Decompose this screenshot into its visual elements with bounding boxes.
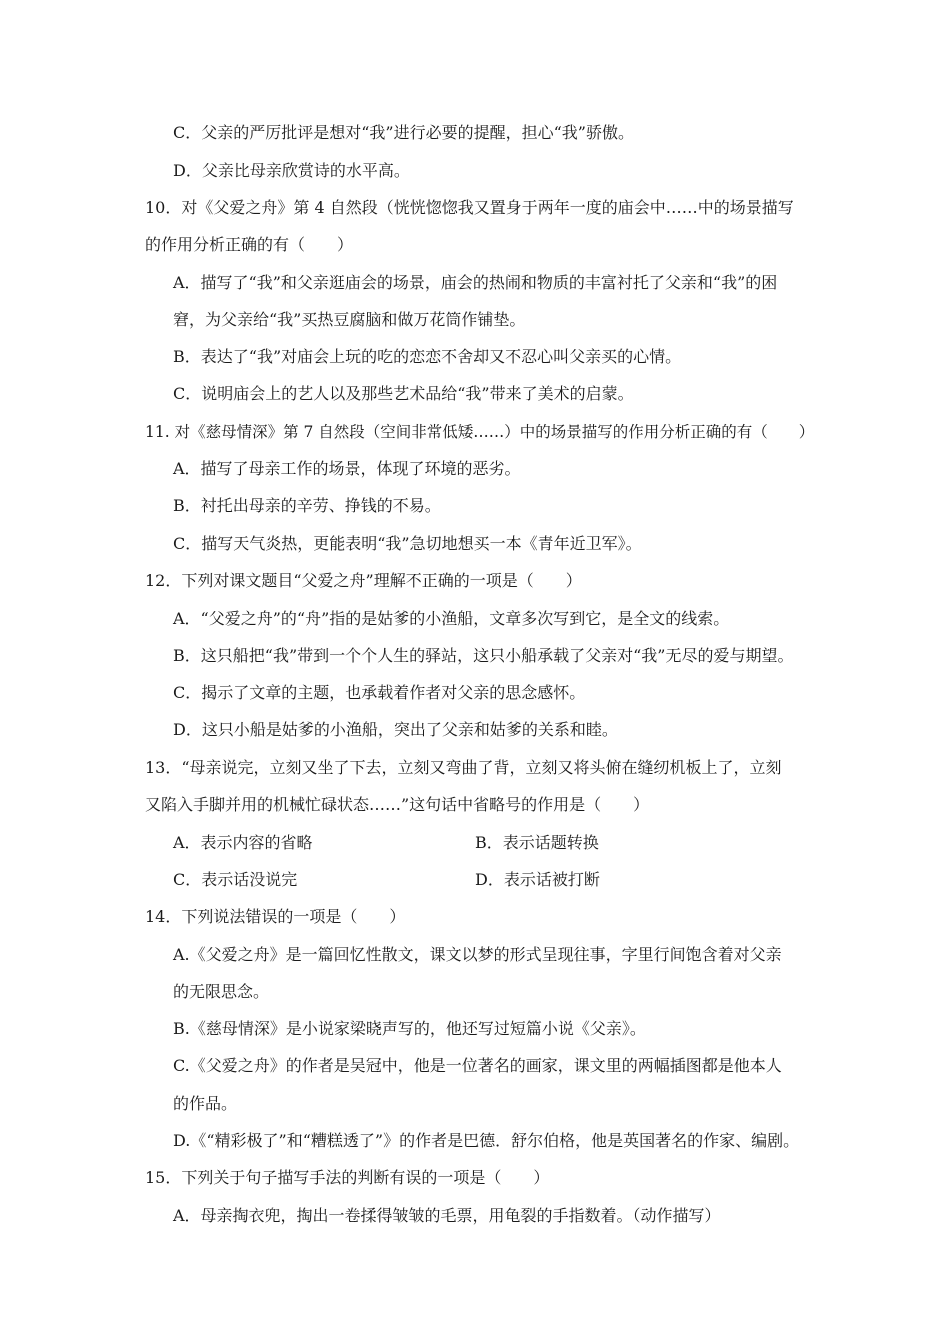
option-13c: C．表示话没说完 <box>173 870 298 889</box>
option-14a: A.《父爱之舟》是一篇回忆性散文，课文以梦的形式呈现往事，字里行间饱含着对父亲 <box>173 945 782 964</box>
option-12a: A．“父爱之舟”的“舟”指的是姑爹的小渔船，文章多次写到它，是全文的线索。 <box>173 609 730 628</box>
option-11a: A．描写了母亲工作的场景，体现了环境的恶劣。 <box>173 459 521 478</box>
question-15: 15．下列关于句子描写手法的判断有误的一项是（ ） <box>145 1168 550 1187</box>
option-14c-cont: 的作品。 <box>173 1094 238 1113</box>
option-9c: C．父亲的严厉批评是想对“我”进行必要的提醒，担心“我”骄傲。 <box>173 123 634 142</box>
option-14a-cont: 的无限思念。 <box>173 982 270 1001</box>
option-14b: B.《慈母情深》是小说家梁晓声写的，他还写过短篇小说《父亲》。 <box>173 1019 646 1038</box>
option-14d: D.《“精彩极了”和“糟糕透了”》的作者是巴德．舒尔伯格，他是英国著名的作家、编剧。 <box>173 1131 800 1150</box>
option-12b: B．这只船把“我”带到一个个人生的驿站，这只小船承载了父亲对“我”无尽的爱与期望。 <box>173 646 794 665</box>
option-10a-cont: 窘，为父亲给“我”买热豆腐脑和做万花筒作铺垫。 <box>173 310 526 329</box>
option-11c: C．描写天气炎热，更能表明“我”急切地想买一本《青年近卫军》。 <box>173 534 642 553</box>
question-11: 11. 对《慈母情深》第 7 自然段（空间非常低矮……）中的场景描写的作用分析正确的有（ ） <box>145 423 815 441</box>
option-14c: C.《父爱之舟》的作者是吴冠中，他是一位著名的画家，课文里的两幅插图都是他本人 <box>173 1056 782 1075</box>
option-12c: C．揭示了文章的主题，也承载着作者对父亲的思念感怀。 <box>173 683 586 702</box>
option-13a: A．表示内容的省略 <box>173 833 313 852</box>
option-12d: D．这只小船是姑爹的小渔船，突出了父亲和姑爹的关系和睦。 <box>173 720 618 739</box>
option-10a: A．描写了“我”和父亲逛庙会的场景，庙会的热闹和物质的丰富衬托了父亲和“我”的困 <box>173 273 778 292</box>
option-10c: C．说明庙会上的艺人以及那些艺术品给“我”带来了美术的启蒙。 <box>173 384 634 403</box>
option-15a: A．母亲掏衣兜，掏出一卷揉得皱皱的毛票，用龟裂的手指数着。（动作描写） <box>173 1206 721 1225</box>
question-12: 12．下列对课文题目“父爱之舟”理解不正确的一项是（ ） <box>145 571 582 590</box>
question-13: 13．“母亲说完，立刻又坐了下去，立刻又弯曲了背，立刻又将头俯在缝纫机板上了，立刻 <box>145 758 782 777</box>
option-10b: B．表达了“我”对庙会上玩的吃的恋恋不舍却又不忍心叫父亲买的心情。 <box>173 347 682 366</box>
question-10: 10．对《父爱之舟》第 4 自然段（恍恍惚惚我又置身于两年一度的庙会中……中的场景描写 <box>145 198 794 217</box>
option-11b: B．衬托出母亲的辛劳、挣钱的不易。 <box>173 496 441 515</box>
option-9d: D．父亲比母亲欣赏诗的水平高。 <box>173 161 410 180</box>
option-13d: D．表示话被打断 <box>475 870 600 889</box>
question-13-cont: 又陷入手脚并用的机械忙碌状态……”这句话中省略号的作用是（ ） <box>145 795 650 814</box>
question-10-cont: 的作用分析正确的有（ ） <box>145 235 354 254</box>
option-13b: B．表示话题转换 <box>475 833 599 852</box>
question-14: 14．下列说法错误的一项是（ ） <box>145 907 406 926</box>
